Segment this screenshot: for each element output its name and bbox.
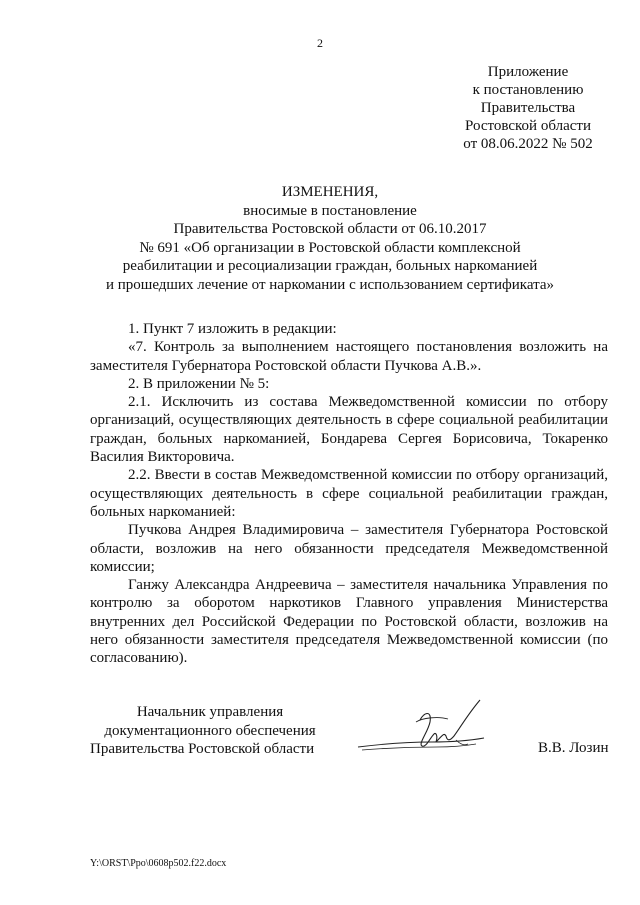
appendix-line: от 08.06.2022 № 502 [463, 136, 593, 152]
appendix-line: Ростовской области [465, 118, 591, 134]
position-line: документационного обеспечения [104, 722, 316, 739]
title-line: вносимые в постановление [243, 202, 417, 219]
body-paragraph: 2.1. Исключить из состава Межведомственной комиссии по отбору организаций, осуществляющих деятельность в сфере социальной реабилитации граждан, больных наркоманией, Бондарева Сергея Борисовича, Токаренко Василия Викторовича. [90, 394, 608, 466]
body-paragraph: 2.2. Ввести в состав Межведомственной комиссии по отбору организаций, осуществляющих деятельность в сфере социальной реабилитации граждан, больных наркоманией: [90, 467, 608, 520]
body-paragraph: Ганжу Александра Андреевича – заместителя начальника Управления по контролю за оборотом наркотиков Главного управления Министерства внутренних дел Российской Федерации по Ростовской области, возложив на него обязанности заместителя председателя Межведомственной комиссии (по согласованию). [90, 577, 608, 667]
document-body [90, 320, 608, 668]
appendix-block [438, 63, 618, 153]
body-paragraph: 1. Пункт 7 изложить в редакции: [128, 321, 337, 337]
position-line: Правительства Ростовской области [90, 741, 315, 757]
title-line: № 691 «Об организации в Ростовской области комплексной [139, 239, 521, 256]
signatory-position [90, 703, 330, 759]
appendix-line: Приложение [487, 64, 569, 80]
signatory-name: В.В. Лозин [538, 740, 609, 756]
body-paragraph: «7. Контроль за выполнением настоящего постановления возложить на заместителя Губернатора Ростовской области Пучкова А.В.». [90, 339, 608, 374]
body-paragraph: Пучкова Андрея Владимировича – заместителя Губернатора Ростовской области, возложив на него обязанности председателя Межведомственной комиссии; [90, 522, 608, 575]
document-title [95, 183, 565, 294]
appendix-line: к постановлению [472, 82, 584, 98]
handwritten-signature [352, 692, 492, 762]
title-line: Правительства Ростовской области от 06.10.2017 [173, 221, 487, 237]
position-line: Начальник управления [136, 704, 284, 720]
title-line: реабилитации и ресоциализации граждан, больных наркоманией [122, 258, 538, 274]
title-line: и прошедших лечение от наркомании с использованием сертификата» [105, 276, 555, 293]
title-line: ИЗМЕНЕНИЯ, [281, 184, 379, 200]
page-number: 2 [317, 36, 323, 50]
file-path: Y:\ORST\Ppo\0608p502.f22.docx [90, 858, 227, 869]
appendix-line: Правительства [480, 100, 576, 116]
body-paragraph: 2. В приложении № 5: [128, 375, 270, 392]
